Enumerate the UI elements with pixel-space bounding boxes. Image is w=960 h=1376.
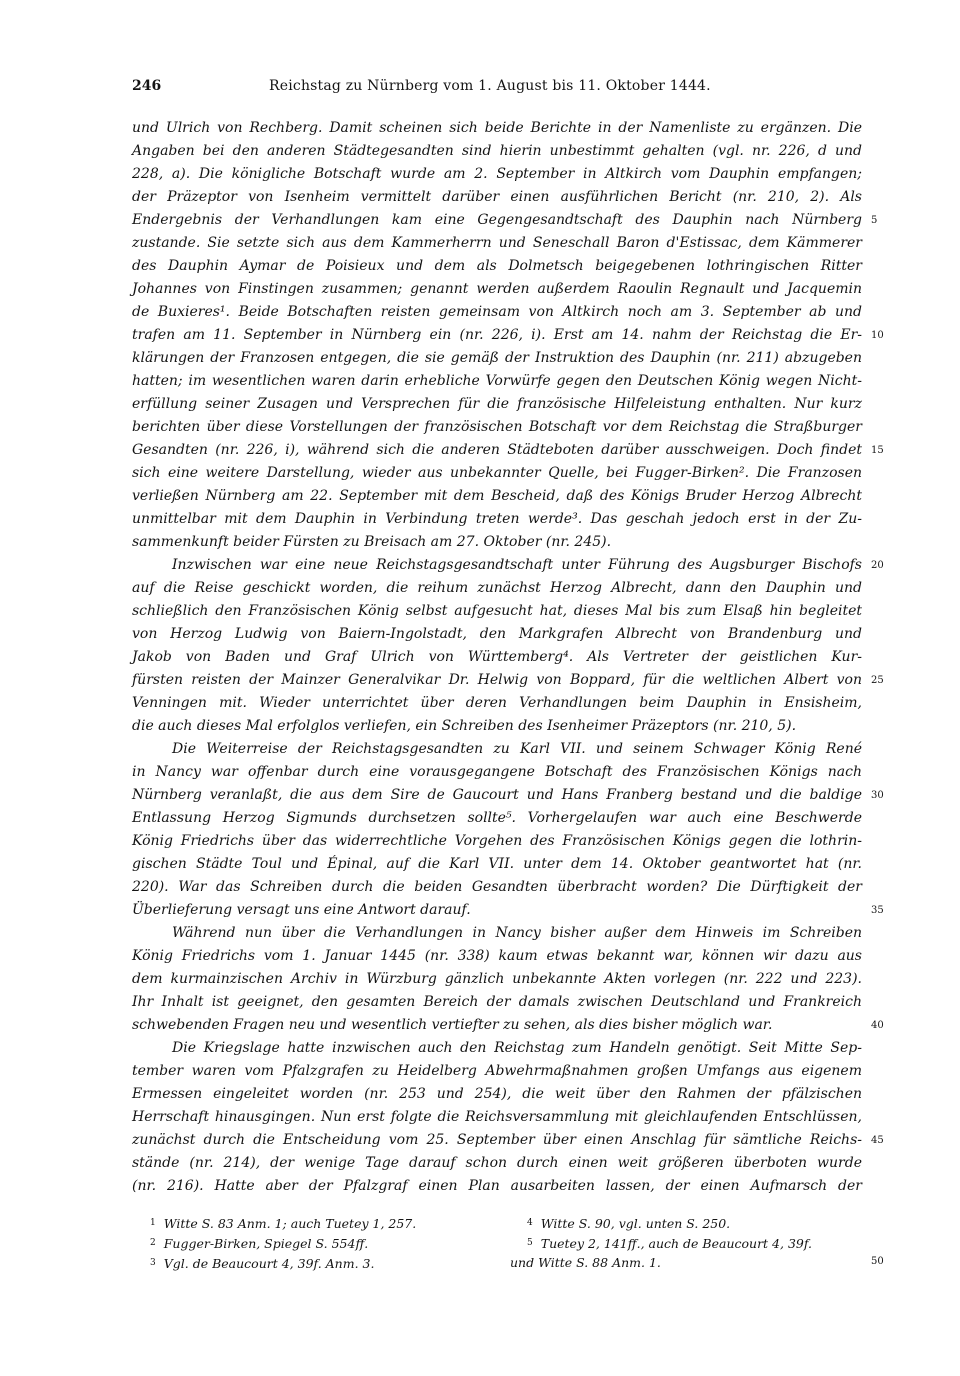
text-line: in Nancy war offenbar durch eine vorausgegangene Botschaft des Französischen Königs nach bbox=[132, 764, 862, 780]
text-line: der Präzeptor von Isenheim vermittelt darüber einen ausführlichen Bericht (nr. 210, 2). Als bbox=[132, 189, 862, 205]
text-line: de Buxieres¹. Beide Botschaften reisten gemeinsam von Altkirch noch am 3. September ab und bbox=[132, 304, 862, 320]
text-line: unmittelbar mit dem Dauphin in Verbindung treten werde³. Das geschah jedoch erst in der Zu- bbox=[132, 511, 862, 527]
text-line: dem kurmainzischen Archiv in Würzburg gänzlich unbekannte Akten vorlegen (nr. 222 und 223). bbox=[132, 971, 862, 987]
footnote bbox=[527, 1213, 730, 1234]
text-line: klärungen der Franzosen entgegen, die sie gemäß der Instruktion des Dauphin (nr. 211) abzugeben bbox=[132, 350, 862, 366]
text-line: schwebenden Fragen neu und wesentlich vertiefter zu sehen, als dies bisher möglich war. bbox=[132, 1017, 773, 1033]
line-number: 5 bbox=[871, 215, 878, 226]
text-line: 220). War das Schreiben durch die beiden Gesandten überbracht worden? Die Dürftigkeit der bbox=[132, 879, 862, 895]
text-line: Johannes von Finstingen zusammen; genannt werden außerdem Raoulin Regnault und Jacquemin bbox=[132, 281, 862, 297]
text-line: König Friedrichs vom 1. Januar 1445 (nr. 338) kaum etwas bekannt war, können wir dazu aus bbox=[132, 948, 862, 964]
text-line: sammenkunft beider Fürsten zu Breisach am 27. Oktober (nr. 245). bbox=[132, 534, 612, 550]
line-number: 35 bbox=[871, 905, 884, 916]
footnote bbox=[527, 1233, 812, 1254]
text-line: Gesandten (nr. 226, i), während sich die anderen Städteboten darüber ausschweigen. Doch findet bbox=[132, 442, 862, 458]
footnote bbox=[150, 1233, 368, 1254]
text-line: 228, a). Die königliche Botschaft wurde am 2. September in Altkirch vom Dauphin empfangen; bbox=[132, 166, 862, 182]
footnote bbox=[150, 1253, 374, 1274]
footnote-mark: 2 bbox=[150, 1238, 156, 1248]
text-line: König Friedrichs über das widerrechtliche Vorgehen des Französischen Königs gegen die lothrin- bbox=[132, 833, 862, 849]
text-line: Jakob von Baden und Graf Ulrich von Württemberg⁴. Als Vertreter der geistlichen Kur- bbox=[132, 649, 862, 665]
text-line: trafen am 11. September in Nürnberg ein (nr. 226, i). Erst am 14. nahm der Reichstag die Er- bbox=[132, 327, 862, 343]
footnote-continuation: und Witte S. 88 Anm. 1. bbox=[510, 1255, 661, 1270]
text-line: Angaben bei den anderen Städtegesandten sind hierin unbestimmt gehalten (vgl. nr. 226, d und bbox=[132, 143, 862, 159]
text-line: Venningen mit. Wieder unterrichtet über deren Verhandlungen beim Dauphin in Ensisheim, bbox=[132, 695, 862, 711]
text-line: von Herzog Ludwig von Baiern-Ingolstadt, den Markgrafen Albrecht von Brandenburg und bbox=[132, 626, 862, 642]
line-number: 15 bbox=[871, 445, 884, 456]
page-number: 246 bbox=[132, 78, 162, 94]
text-line: erfüllung seiner Zusagen und Versprechen für die französische Hilfeleistung enthalten. Nur kurz bbox=[132, 396, 862, 412]
footnote-text: Vgl. de Beaucourt 4, 39f. Anm. 3. bbox=[163, 1256, 375, 1271]
text-line: zustande. Sie setzte sich aus dem Kammerherrn und Seneschall Baron d'Estissac, dem Kämmerer bbox=[132, 235, 862, 251]
text-line: berichten über diese Vorstellungen der französischen Botschaft vor dem Reichstag die Straßburger bbox=[132, 419, 862, 435]
text-line: fürsten reisten der Mainzer Generalvikar Dr. Helwig von Boppard, für die weltlichen Albert von bbox=[132, 672, 862, 688]
footnote-text: Tuetey 2, 141ff., auch de Beaucourt 4, 39f. bbox=[540, 1236, 813, 1251]
text-line: Herrschaft hinausgingen. Nun erst folgte die Reichsversammlung mit gleichlaufenden Entschlüssen, bbox=[132, 1109, 862, 1125]
text-line: verließen Nürnberg am 22. September mit dem Bescheid, daß des Königs Bruder Herzog Albrecht bbox=[132, 488, 862, 504]
text-line: hatten; im wesentlichen waren darin erhebliche Vorwürfe gegen den Deutschen König wegen Nicht- bbox=[132, 373, 862, 389]
text-line: gischen Städte Toul und Épinal, auf die Karl VII. unter dem 14. Oktober geantwortet hat (nr. bbox=[132, 856, 862, 872]
line-number: 50 bbox=[871, 1256, 884, 1267]
line-number: 40 bbox=[871, 1020, 884, 1031]
paragraph-start: Während nun über die Verhandlungen in Nancy bisher außer dem Hinweis im Schreiben bbox=[172, 925, 862, 941]
text-line: stände (nr. 214), der wenige Tage darauf schon durch einen weit größeren überboten wurde bbox=[132, 1155, 862, 1171]
text-line: sich eine weitere Darstellung, wieder aus unbekannter Quelle, bei Fugger-Birken². Die Franzosen bbox=[132, 465, 862, 481]
paragraph-start: Die Kriegslage hatte inzwischen auch den Reichstag zum Handeln genötigt. Seit Mitte Sep- bbox=[172, 1040, 862, 1056]
text-line: des Dauphin Aymar de Poisieux und dem als Dolmetsch beigegebenen lothringischen Ritter bbox=[132, 258, 862, 274]
text-line: Entlassung Herzog Sigmunds durchsetzen sollte⁵. Vorhergelaufen war auch eine Beschwerde bbox=[132, 810, 862, 826]
line-number: 45 bbox=[871, 1135, 884, 1146]
footnote-mark: 4 bbox=[527, 1218, 533, 1228]
line-number: 25 bbox=[871, 675, 884, 686]
text-line: zunächst durch die Entscheidung vom 25. September über einen Anschlag für sämtliche Reichs- bbox=[132, 1132, 862, 1148]
paragraph-start: Die Weiterreise der Reichstagsgesandten zu Karl VII. und seinem Schwager König René bbox=[172, 741, 862, 757]
text-line: auf die Reise geschickt worden, die reihum zunächst Herzog Albrecht, dann den Dauphin und bbox=[132, 580, 862, 596]
running-title: Reichstag zu Nürnberg vom 1. August bis 11. Oktober 1444. bbox=[269, 78, 711, 94]
footnote-mark: 5 bbox=[527, 1238, 533, 1248]
footnote-text: Fugger-Birken, Spiegel S. 554ff. bbox=[163, 1236, 369, 1251]
footnote-mark: 3 bbox=[150, 1258, 156, 1268]
footnote-mark: 1 bbox=[150, 1218, 156, 1228]
text-line: schließlich den Französischen König selbst aufgesucht hat, dieses Mal bis zum Elsaß hin begleitet bbox=[132, 603, 862, 619]
footnote-text: Witte S. 83 Anm. 1; auch Tuetey 1, 257. bbox=[163, 1216, 417, 1231]
text-line: tember waren vom Pfalzgrafen zu Heidelberg Abwehrmaßnahmen großen Umfangs aus eigenem bbox=[132, 1063, 862, 1079]
line-number: 30 bbox=[871, 790, 884, 801]
paragraph-start: Inzwischen war eine neue Reichstagsgesandtschaft unter Führung des Augsburger Bischofs bbox=[172, 557, 862, 573]
line-number: 10 bbox=[871, 330, 884, 341]
text-line: Endergebnis der Verhandlungen kam eine Gegengesandtschaft des Dauphin nach Nürnberg bbox=[132, 212, 862, 228]
text-line: Überlieferung versagt uns eine Antwort darauf. bbox=[132, 902, 471, 918]
text-line: Ihr Inhalt ist geeignet, den gesamten Bereich der damals zwischen Deutschland und Frankreich bbox=[132, 994, 862, 1010]
running-header bbox=[132, 78, 864, 102]
footnote-text: Witte S. 90, vgl. unten S. 250. bbox=[540, 1216, 731, 1231]
line-number: 20 bbox=[871, 560, 884, 571]
text-line: Nürnberg veranlaßt, die aus dem Sire de Gaucourt und Hans Franberg bestand und die baldige bbox=[132, 787, 862, 803]
text-line: und Ulrich von Rechberg. Damit scheinen sich beide Berichte in der Namenliste zu ergänzen. Die bbox=[132, 120, 862, 136]
text-line: Ermessen eingeleitet worden (nr. 253 und 254), die weit über den Rahmen der pfälzischen bbox=[132, 1086, 862, 1102]
footnote bbox=[150, 1213, 416, 1234]
text-line: die auch dieses Mal erfolglos verliefen, ein Schreiben des Isenheimer Präzeptors (nr. 210, 5). bbox=[132, 718, 797, 734]
text-line: (nr. 216). Hatte aber der Pfalzgraf einen Plan ausarbeiten lassen, der einen Aufmarsch der bbox=[132, 1178, 862, 1194]
